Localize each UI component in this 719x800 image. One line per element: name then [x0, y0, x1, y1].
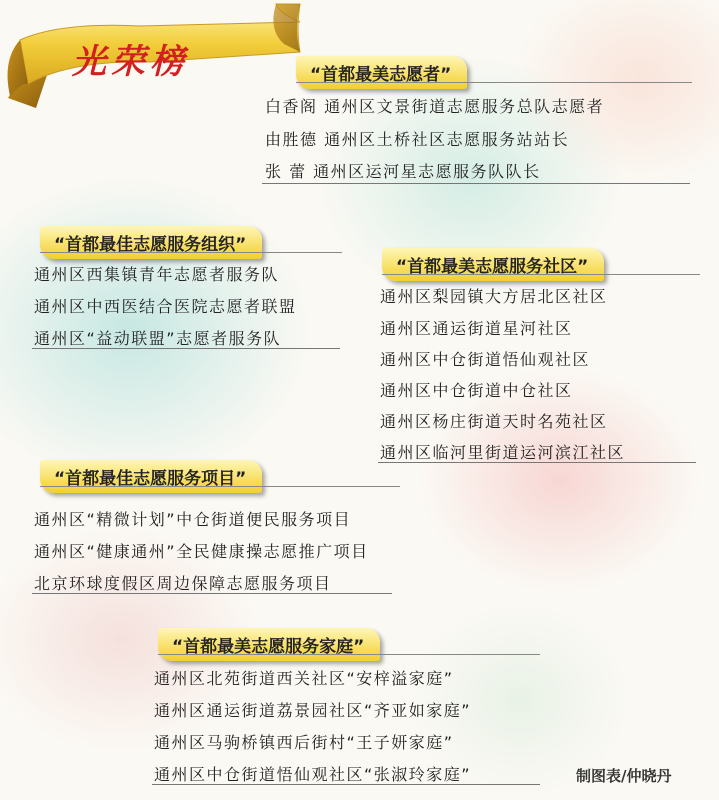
list-item: 张 蕾 通州区运河星志愿服务队队长 — [265, 162, 541, 181]
list-item: 通州区中仓街道悟仙观社区 — [380, 350, 591, 369]
section-divider — [382, 274, 700, 275]
underline — [32, 593, 392, 594]
list-item: 通州区马驹桥镇西后街村“王子妍家庭” — [154, 733, 454, 752]
section-header: “首都最美志愿服务社区” — [382, 248, 604, 281]
section-divider — [40, 486, 400, 487]
list-item: 通州区梨园镇大方居北区社区 — [380, 287, 608, 306]
underline — [32, 348, 340, 349]
section-header: “首都最佳志愿服务项目” — [40, 460, 262, 493]
list-item: 通州区通运街道荔景园社区“齐亚如家庭” — [154, 701, 472, 720]
list-item: 通州区“健康通州”全民健康操志愿推广项目 — [34, 542, 369, 561]
section-header: “首都最佳志愿服务组织” — [40, 226, 262, 259]
section-divider — [158, 654, 540, 655]
list-item: 通州区“益动联盟”志愿者服务队 — [34, 329, 282, 348]
section-divider — [296, 82, 692, 83]
list-item: 通州区“精微计划”中仓街道便民服务项目 — [34, 510, 352, 529]
section-divider — [40, 252, 342, 253]
list-item: 通州区通运街道星河社区 — [380, 319, 573, 338]
list-item: 北京环球度假区周边保障志愿服务项目 — [34, 574, 332, 593]
underline — [262, 183, 690, 184]
banner-title: 光荣榜 — [72, 42, 189, 82]
underline — [378, 462, 696, 463]
list-item: 通州区北苑街道西关社区“安梓溢家庭” — [154, 669, 454, 688]
list-item: 通州区中仓街道中仓社区 — [380, 381, 573, 400]
underline — [152, 784, 540, 785]
list-item: 通州区中仓街道悟仙观社区“张淑玲家庭” — [154, 765, 472, 784]
list-item: 通州区杨庄街道天时名苑社区 — [380, 412, 608, 431]
list-item: 由胜德 通州区土桥社区志愿服务站站长 — [265, 130, 570, 149]
list-item: 通州区临河里街道运河滨江社区 — [380, 443, 626, 462]
list-item: 白香阁 通州区文景街道志愿服务总队志愿者 — [265, 97, 605, 116]
list-item: 通州区西集镇青年志愿者服务队 — [34, 265, 280, 284]
section-header: “首都最美志愿服务家庭” — [158, 628, 380, 661]
credit-text: 制图表/仲晓丹 — [576, 767, 672, 785]
section-header: “首都最美志愿者” — [296, 56, 467, 89]
list-item: 通州区中西医结合医院志愿者联盟 — [34, 297, 297, 316]
